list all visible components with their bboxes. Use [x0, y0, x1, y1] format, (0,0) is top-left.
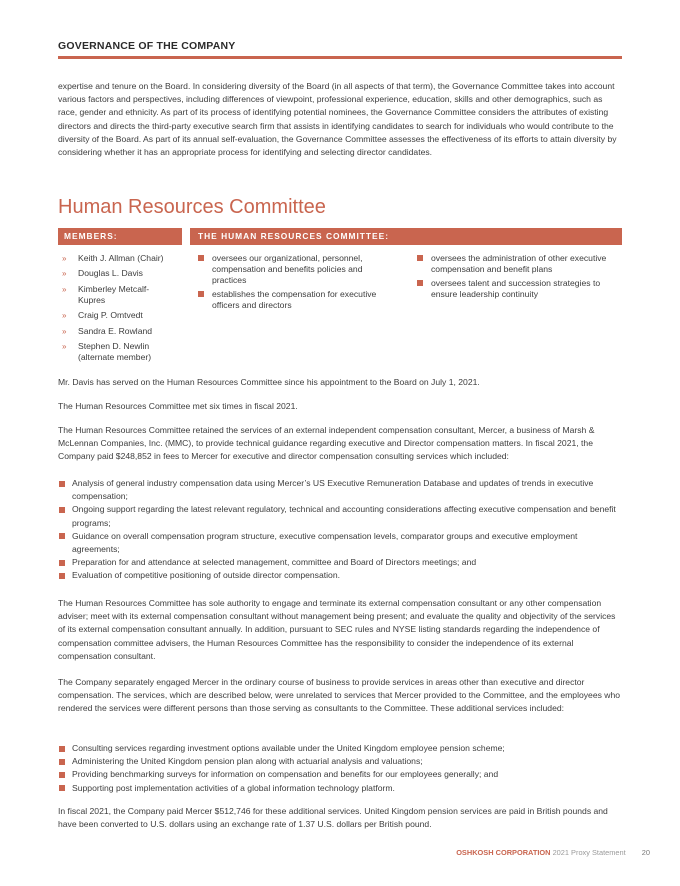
duty-text: oversees our organizational, personnel, compensation and benefits policies and practices — [212, 253, 363, 285]
member-item — [62, 326, 182, 337]
member-name: Douglas L. Davis — [78, 268, 143, 279]
members-heading: MEMBERS: — [58, 228, 182, 245]
chevron-bullet-icon: » — [62, 311, 67, 321]
section-label: GOVERNANCE OF THE COMPANY — [58, 40, 236, 52]
section-header — [58, 40, 622, 59]
chevron-bullet-icon: » — [62, 254, 67, 263]
list-item-text: Consulting services regarding investment options available under the United Kingdom employee pension scheme; — [72, 743, 505, 753]
list-item — [58, 768, 622, 781]
footer-company: OSHKOSH CORPORATION — [456, 848, 551, 857]
member-item — [62, 341, 178, 363]
page-footer — [456, 848, 650, 857]
square-bullet-icon — [59, 507, 65, 513]
list-item — [58, 755, 622, 768]
chevron-bullet-icon: » — [62, 269, 67, 279]
list-item — [58, 556, 622, 569]
list-item — [58, 503, 622, 529]
list-item-text: Ongoing support regarding the latest relevant regulatory, technical and accounting considerations affecting executive compensation and benefit programs; — [72, 504, 616, 528]
paragraph-fees: In fiscal 2021, the Company paid Mercer $512,746 for these additional services. United Kingdom pension services are paid in British pounds and have been converted to U.S. dollars using an exchange rate of 1.37 U.S. dollars per British pound. — [58, 806, 608, 830]
list-item-text: Supporting post implementation activities of a global information technology platform. — [72, 782, 395, 793]
paragraph-separate-engagement: The Company separately engaged Mercer in the ordinary course of business to provide services in areas other than executive and director compensation. The services, which are described below, were unrelated to services that Mercer provided to the Committee, and the employees who rendered the services were different persons than those serving as consultants to the Committee. These additional services included: — [58, 677, 621, 714]
footer-document: 2021 Proxy Statement — [552, 848, 626, 857]
chevron-bullet-icon: » — [62, 284, 67, 294]
square-bullet-icon — [59, 560, 65, 566]
duties-heading: THE HUMAN RESOURCES COMMITTEE: — [190, 228, 622, 245]
member-name: Stephen D. Newlin (alternate member) — [78, 340, 152, 362]
duty-item — [198, 289, 394, 311]
members-list — [62, 253, 182, 367]
square-bullet-icon — [417, 280, 423, 286]
square-bullet-icon — [59, 481, 65, 487]
intro-paragraph: expertise and tenure on the Board. In considering diversity of the Board (in all aspects of that term), the Governance Committee takes into account various factors and perspectives, including differences of viewpoint, professional experience, education, skills and other demographics, such as race, gender and ethnicity. As part of its process of identifying potential nominees, the Governance Committee considers the attributes of existing directors and directs the third-party executive search firm that assists in identifying candidates to search for individuals who would contribute to the diversity of the Board. As part of its annual self-evaluation, the Governance Committee assesses the effectiveness of its efforts to attain diversity by considering whether it has an appropriate process for identifying and selecting director candidates. — [58, 81, 617, 158]
chevron-bullet-icon: » — [62, 341, 67, 351]
duties-list-right — [417, 253, 617, 303]
chevron-bullet-icon: » — [62, 326, 67, 336]
square-bullet-icon — [198, 255, 204, 261]
consulting-services-list — [58, 477, 622, 583]
paragraph-meetings: The Human Resources Committee met six times in fiscal 2021. — [58, 401, 298, 411]
list-item — [58, 782, 622, 795]
list-item-text: Administering the United Kingdom pension plan along with actuarial analysis and valuations; — [72, 756, 423, 767]
committee-title: Human Resources Committee — [58, 196, 326, 218]
list-item-text: Analysis of general industry compensation data using Mercer’s US Executive Remuneration Database and updates of trends in executive compensation; — [72, 478, 594, 502]
duty-item — [417, 278, 617, 300]
square-bullet-icon — [198, 291, 204, 297]
square-bullet-icon — [59, 772, 65, 778]
square-bullet-icon — [59, 533, 65, 539]
paragraph-davis: Mr. Davis has served on the Human Resources Committee since his appointment to the Board on July 1, 2021. — [58, 377, 480, 387]
square-bullet-icon — [417, 255, 423, 261]
list-item — [58, 742, 622, 755]
member-item — [62, 284, 158, 306]
member-name: Sandra E. Rowland — [78, 325, 153, 336]
list-item-text: Providing benchmarking surveys for information on compensation and benefits for our employees generally; and — [72, 769, 499, 780]
duties-list-left — [198, 253, 394, 314]
page-number: 20 — [641, 848, 650, 857]
section-rule — [58, 56, 622, 59]
member-name: Kimberley Metcalf-Kupres — [78, 283, 150, 305]
member-item — [62, 310, 182, 321]
member-item — [62, 268, 182, 279]
square-bullet-icon — [59, 785, 65, 791]
list-item — [58, 477, 622, 503]
square-bullet-icon — [59, 573, 65, 579]
paragraph-mercer: The Human Resources Committee retained the services of an external independent compensation consultant, Mercer, a business of Marsh & McLennan Companies, Inc. (MMC), to provide technical guidance regarding executive and Director compensation matters. In fiscal 2021, the Company paid $248,852 in fees to Mercer for executive and director compensation consulting services which included: — [58, 425, 595, 462]
list-item-text: Preparation for and attendance at selected management, committee and Board of Directors meetings; and — [72, 557, 477, 568]
list-item-text: Evaluation of competitive positioning of outside director compensation. — [72, 570, 340, 581]
duty-text: oversees talent and succession strategies to ensure leadership continuity — [431, 278, 601, 299]
list-item — [58, 530, 622, 556]
square-bullet-icon — [59, 746, 65, 752]
paragraph-authority: The Human Resources Committee has sole authority to engage and terminate its external compensation consultant or any other compensation adviser; meet with its external compensation consultant without management being present; and evaluate the quality and objectivity of the services of its external compensation consultant annually. In addition, pursuant to SEC rules and NYSE listing standards regarding the independence of compensation committee advisers, the Human Resources Committee has the responsibility to consider the independence of its external compensation consultant. — [58, 598, 616, 661]
duty-text: establishes the compensation for executive officers and directors — [212, 289, 377, 310]
duty-item — [198, 253, 394, 286]
list-item-text: Guidance on overall compensation program structure, executive compensation levels, comparator groups and executive employment agreements; — [72, 530, 578, 555]
member-name: Craig P. Omtvedt — [78, 310, 143, 321]
duty-text: oversees the administration of other executive compensation and benefit plans — [431, 253, 607, 274]
duty-item — [417, 253, 617, 275]
additional-services-list — [58, 742, 622, 795]
square-bullet-icon — [59, 759, 65, 765]
member-name: Keith J. Allman (Chair) — [78, 253, 164, 263]
list-item — [58, 569, 622, 582]
member-item — [62, 253, 182, 264]
